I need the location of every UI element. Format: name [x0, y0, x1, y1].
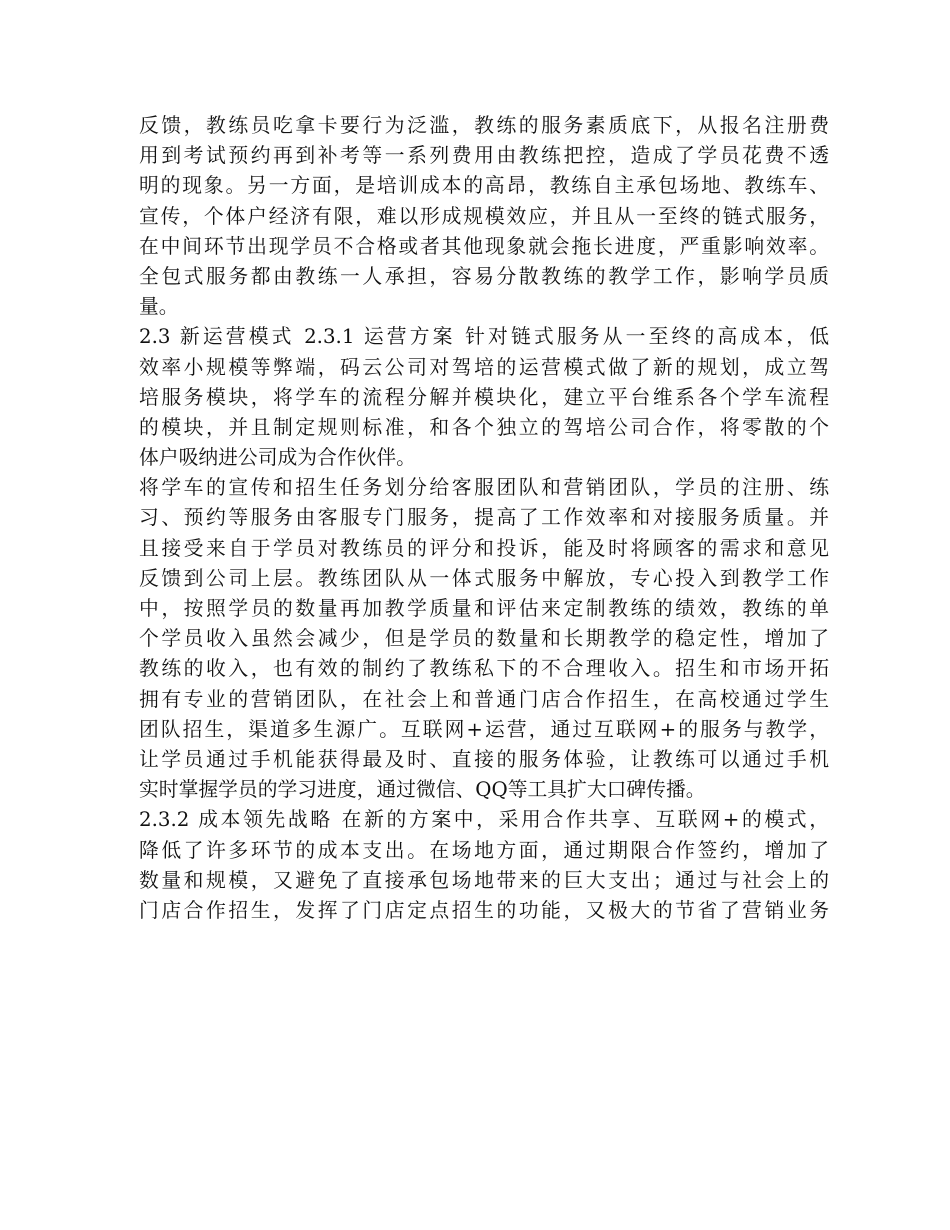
text-line: 的模块，并且制定规则标准，和各个独立的驾培公司合作，将零散的个 — [139, 415, 829, 439]
text-line: 量。 — [139, 295, 179, 319]
text-line: 个学员收入虽然会减少，但是学员的数量和长期教学的稳定性，增加了 — [139, 627, 829, 651]
text-line: 全包式服务都由教练一人承担，容易分散教练的教学工作，影响学员质 — [139, 264, 829, 288]
text-line: 中，按照学员的数量再加教学质量和评估来定制教练的绩效，教练的单 — [139, 597, 829, 620]
document-body — [139, 111, 829, 926]
text-line: 习、预约等服务由客服专门服务，提高了工作效率和对接服务质量。并 — [139, 506, 829, 530]
text-line: 明的现象。另一方面，是培训成本的高昂，教练自主承包场地、教练车、 — [139, 174, 829, 198]
text-line: 体户吸纳进公司成为合作伙伴。 — [139, 446, 416, 470]
text-line: 反馈到公司上层。教练团队从一体式服务中解放，专心投入到教学工作 — [139, 566, 829, 590]
section-heading-line: 2.3 新运营模式 2.3.1 运营方案 针对链式服务从一至终的高成本，低 — [139, 325, 829, 349]
text-line: 数量和规模，又避免了直接承包场地带来的巨大支出；通过与社会上的 — [139, 868, 829, 892]
text-line: 培服务模块，将学车的流程分解并模块化，建立平台维系各个学车流程 — [139, 385, 829, 409]
text-line: 宣传，个体户经济有限，难以形成规模效应，并且从一至终的链式服务， — [139, 204, 829, 228]
section-heading-line: 2.3.2 成本领先战略 在新的方案中，采用合作共享、互联网+的模式， — [139, 808, 829, 832]
text-line: 且接受来自于学员对教练员的评分和投诉，能及时将顾客的需求和意见 — [139, 536, 829, 560]
text-line: 门店合作招生，发挥了门店定点招生的功能，又极大的节省了营销业务 — [139, 898, 829, 922]
text-line: 反馈，教练员吃拿卡要行为泛滥，教练的服务素质底下，从报名注册费 — [139, 114, 829, 137]
text-line: 实时掌握学员的学习进度，通过微信、QQ等工具扩大口碑传播。 — [139, 778, 706, 802]
text-line: 团队招生，渠道多生源广。互联网+运营，通过互联网+的服务与教学， — [139, 717, 829, 741]
text-line: 效率小规模等弊端，码云公司对驾培的运营模式做了新的规划，成立驾 — [139, 355, 829, 379]
text-line: 在中间环节出现学员不合格或者其他现象就会拖长进度，严重影响效率。 — [139, 234, 829, 258]
text-line: 拥有专业的营销团队，在社会上和普通门店合作招生，在高校通过学生 — [139, 687, 829, 711]
text-line: 降低了许多环节的成本支出。在场地方面，通过期限合作签约，增加了 — [139, 838, 829, 862]
text-line: 用到考试预约再到补考等一系列费用由教练把控，造成了学员花费不透 — [139, 144, 829, 168]
text-line: 将学车的宣传和招生任务划分给客服团队和营销团队，学员的注册、练 — [139, 476, 829, 500]
text-line: 让学员通过手机能获得最及时、直接的服务体验，让教练可以通过手机 — [139, 747, 829, 771]
text-line: 教练的收入，也有效的制约了教练私下的不合理收入。招生和市场开拓 — [139, 657, 829, 681]
